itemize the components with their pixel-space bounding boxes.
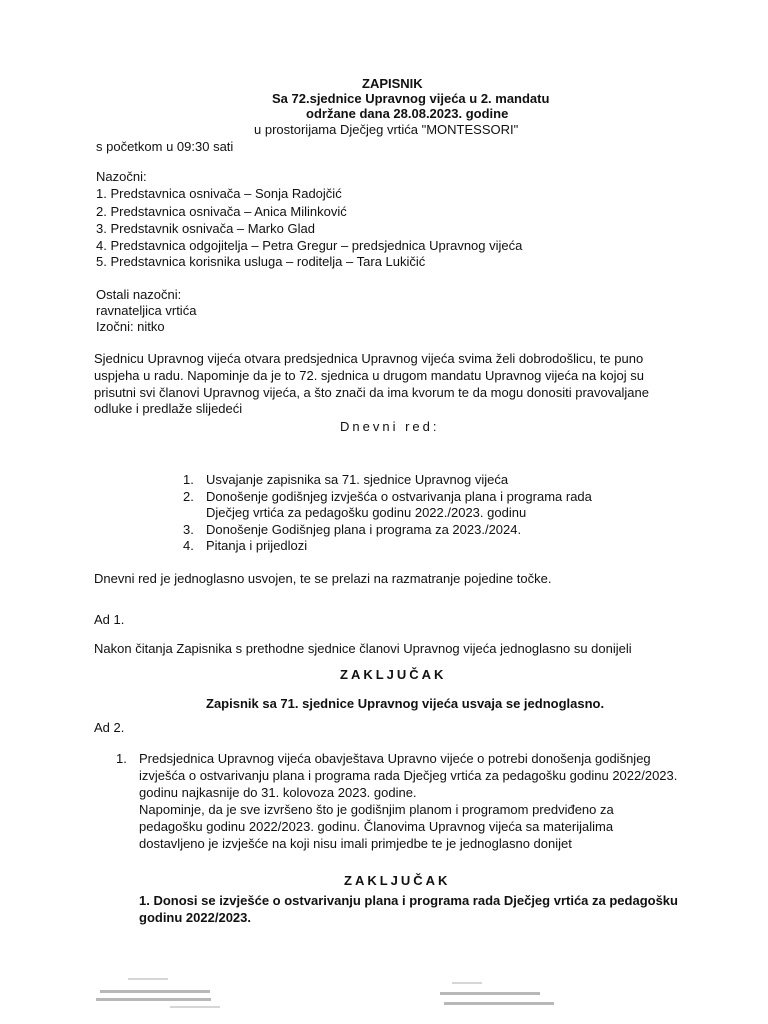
ad1-text: Nakon čitanja Zapisnika s prethodne sjednice članovi Upravnog vijeća jednoglasno su donijeli	[94, 641, 632, 656]
ad2-conclusion-heading: ZAKLJUČAK	[344, 873, 451, 888]
agenda-item-text: Pitanja i prijedlozi	[206, 538, 308, 553]
ad2-item-number: 1.	[116, 751, 127, 766]
start-time: s početkom u 09:30 sati	[96, 139, 234, 154]
ad1-label: Ad 1.	[94, 612, 125, 627]
present-item: 2. Predstavnica osnivača – Anica Milinković	[96, 204, 347, 219]
date-line: održane dana 28.08.2023. godine	[306, 106, 509, 121]
intro-line: odluke i predlaže slijedeći	[94, 401, 243, 416]
ad2-line: izvješća o ostvarivanju plana i programa rada Dječjeg vrtića za pedagošku godinu 2022/2023.	[139, 768, 678, 783]
present-item: 5. Predstavnica korisnika usluga – roditelja – Tara Lukičić	[96, 254, 426, 269]
ad2-line: Predsjednica Upravnog vijeća obavještava Upravno vijeće o potrebi donošenja godišnjeg	[139, 751, 651, 766]
agenda-item-text: Donošenje Godišnjeg plana i programa za 2023./2024.	[206, 522, 522, 537]
agenda-item-number: 4.	[183, 538, 194, 553]
ad2-line: Napominje, da je sve izvršeno što je godišnjim planom i programom predviđeno za	[139, 802, 614, 817]
ad2-conclusion-line: godinu 2022/2023.	[139, 910, 251, 925]
ad2-line: godinu najkasnije do 31. kolovoza 2023. godine.	[139, 785, 417, 800]
agenda-item-text: Usvajanje zapisnika sa 71. sjednice Upravnog vijeća	[206, 472, 509, 487]
agenda-item-number: 2.	[183, 489, 194, 504]
ad2-line: pedagošku godinu 2022/2023. godinu. Članovima Upravnog vijeća sa materijalima	[139, 819, 614, 834]
present-item: 3. Predstavnik osnivača – Marko Glad	[96, 221, 315, 236]
present-heading: Nazočni:	[96, 169, 147, 184]
ad2-line: dostavljeno je izvješće na koji nisu imali primjedbe te je jednoglasno donijet	[139, 836, 572, 851]
intro-line: uspjeha u radu. Napominje da je to 72. sjednica u drugom mandatu Upravnog vijeća na kojoj su	[94, 368, 644, 383]
agenda-item-text: Dječjeg vrtića za pedagošku godinu 2022./2023. godinu	[206, 505, 527, 520]
absent-line: Izočni: nitko	[96, 319, 165, 334]
present-item: 1. Predstavnica osnivača – Sonja Radojčić	[96, 186, 342, 201]
ad1-conclusion: Zapisnik sa 71. sjednice Upravnog vijeća usvaja se jednoglasno.	[206, 696, 605, 711]
location-line: u prostorijama Dječjeg vrtića "MONTESSORI"	[254, 122, 519, 137]
ad2-label: Ad 2.	[94, 720, 125, 735]
present-item: 4. Predstavnica odgojitelja – Petra Gregur – predsjednica Upravnog vijeća	[96, 238, 523, 253]
others-heading: Ostali nazočni:	[96, 287, 182, 302]
ad1-conclusion-heading: ZAKLJUČAK	[340, 667, 447, 682]
agenda-heading: Dnevni red:	[340, 419, 440, 434]
session-line: Sa 72.sjednice Upravnog vijeća u 2. mandatu	[272, 91, 550, 106]
ad2-conclusion-line: 1. Donosi se izvješće o ostvarivanju plana i programa rada Dječjeg vrtića za pedagošku	[139, 893, 678, 908]
intro-line: prisutni svi članovi Upravnog vijeća, a što znači da ima kvorum te da mogu donositi pravovaljane	[94, 385, 649, 400]
agenda-adopted: Dnevni red je jednoglasno usvojen, te se prelazi na razmatranje pojedine točke.	[94, 571, 552, 586]
intro-line: Sjednicu Upravnog vijeća otvara predsjednica Upravnog vijeća svima želi dobrodošlicu, te puno	[94, 351, 644, 366]
agenda-item-text: Donošenje godišnjeg izvješća o ostvarivanja plana i programa rada	[206, 489, 592, 504]
agenda-item-number: 1.	[183, 472, 194, 487]
document-title: ZAPISNIK	[362, 76, 423, 91]
agenda-item-number: 3.	[183, 522, 194, 537]
others-line: ravnateljica vrtića	[96, 303, 197, 318]
